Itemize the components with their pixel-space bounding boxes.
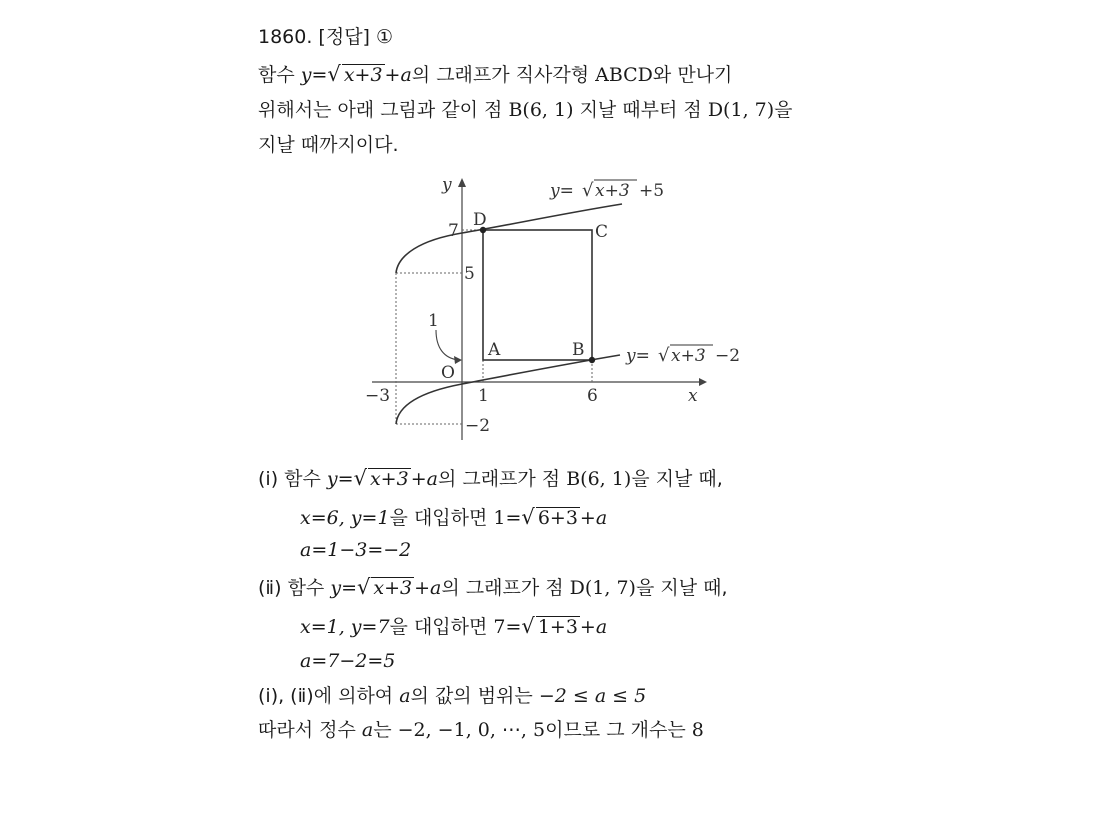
- case1-func-rad: x+3: [369, 468, 409, 490]
- intro2-point-d: D(1, 7): [707, 99, 775, 121]
- shift-arrow: [436, 330, 458, 360]
- x-axis-arrow-icon: [699, 378, 707, 386]
- case2-label: (ⅱ): [258, 577, 282, 599]
- tick-6: 6: [587, 386, 598, 406]
- tick-1-annot: 1: [428, 311, 439, 331]
- range-var: a: [399, 685, 411, 707]
- final-var: a: [361, 719, 374, 741]
- case1-func-tail: +a: [410, 468, 438, 490]
- case1-func-y: y=: [326, 468, 354, 490]
- case1-label: (ⅰ): [258, 468, 279, 490]
- final-text-a: 따라서 정수: [258, 719, 356, 741]
- curve-lower-label-post: −2: [715, 346, 741, 366]
- case2-sub-tail: +a: [579, 616, 608, 638]
- case1-text-a: 함수: [284, 468, 321, 490]
- sqrt-icon: √: [357, 575, 371, 599]
- case1-sub-rad: 6+3: [537, 507, 578, 529]
- intro-line-1: [258, 62, 732, 87]
- case2-sub-mid: 을 대입하면: [389, 616, 488, 638]
- intro2-text-a: 위해서는 아래 그림과 같이 점: [258, 99, 503, 121]
- label-d: D: [473, 210, 487, 230]
- problem-header: 1860. [정답] ①: [258, 26, 394, 48]
- x-axis-label: x: [688, 386, 698, 406]
- curve-lower-label-rad: x+3: [671, 346, 706, 366]
- case1-text-c: 을 지날 때,: [631, 468, 723, 490]
- intro1-func-rad: x+3: [343, 64, 383, 86]
- final-text-b: 는: [373, 719, 392, 741]
- sqrt-icon: √: [521, 505, 535, 529]
- case1-sub-pre: x=6, y=1: [300, 507, 390, 529]
- intro-line-3: 지날 때까지이다.: [258, 134, 399, 156]
- intro1-func-tail: +a: [384, 64, 412, 86]
- case1-sub-mid: 을 대입하면: [389, 507, 488, 529]
- case2-result: a=7−2=5: [300, 650, 396, 672]
- curve-upper: [396, 204, 622, 273]
- intro-line-2: [258, 98, 793, 122]
- case2-func-y: y=: [330, 577, 357, 599]
- point-b-dot: [589, 357, 595, 363]
- range-text-a: (ⅰ), (ⅱ)에 의하여: [258, 685, 394, 707]
- case2-line: [258, 575, 728, 600]
- case2-sub-lhs: 7=: [493, 616, 522, 638]
- case2-sub-pre: x=1, y=7: [300, 616, 390, 638]
- case2-text-b: 의 그래프가 점: [441, 577, 564, 599]
- case1-point: B(6, 1): [566, 468, 632, 490]
- y-axis-label: y: [442, 175, 452, 195]
- case1-line: [258, 466, 723, 491]
- intro1-text-c: 와 만나기: [652, 64, 733, 86]
- case2-sub-rad: 1+3: [537, 616, 578, 638]
- range-text-b: 의 값의 범위는: [410, 685, 533, 707]
- sqrt-icon: √: [521, 614, 535, 638]
- case2-point: D(1, 7): [569, 577, 636, 599]
- intro2-text-c: 지날 때부터 점: [579, 99, 702, 121]
- case2-func-tail: +a: [414, 577, 442, 599]
- final-text-d: 이므로 그 개수는: [545, 719, 686, 741]
- final-line: [258, 718, 704, 742]
- origin-label: O: [441, 363, 455, 383]
- intro1-text-a: 함수: [258, 64, 295, 86]
- intro2-point-b: B(6, 1): [508, 99, 574, 121]
- tick-neg3: −3: [365, 386, 391, 406]
- intro1-text-b: 의 그래프가 직사각형: [411, 64, 590, 86]
- tick-7: 7: [448, 221, 459, 241]
- intro1-func-y: y=: [300, 64, 328, 86]
- tick-neg2: −2: [465, 416, 491, 436]
- final-count: 8: [691, 719, 704, 741]
- label-b: B: [572, 340, 585, 360]
- case2-func-rad: x+3: [373, 577, 413, 599]
- curve-upper-label-post: +5: [639, 181, 665, 201]
- curve-upper-sqrt-icon: √: [582, 180, 594, 201]
- curve-upper-label-rad: x+3: [595, 181, 630, 201]
- case1-text-b: 의 그래프가 점: [437, 468, 561, 490]
- graph-figure: [355, 170, 755, 450]
- sqrt-icon: √: [327, 62, 341, 86]
- sqrt-icon: √: [353, 466, 367, 490]
- case2-text-a: 함수: [287, 577, 325, 599]
- case2-sub-line: [300, 614, 607, 639]
- label-c: C: [595, 222, 609, 242]
- case1-sub-tail: +a: [579, 507, 608, 529]
- intro1-abcd: ABCD: [595, 64, 653, 86]
- y-axis-arrow-icon: [458, 178, 466, 187]
- case2-text-c: 을 지날 때,: [635, 577, 728, 599]
- curve-upper-label-pre: y=: [550, 181, 574, 201]
- intro2-text-e: 을: [774, 99, 793, 121]
- tick-1: 1: [478, 386, 489, 406]
- case1-result: a=1−3=−2: [300, 539, 412, 561]
- curve-lower-sqrt-icon: √: [658, 345, 670, 366]
- case1-sub-line: [300, 505, 607, 530]
- tick-5: 5: [464, 264, 475, 284]
- shift-arrow-head-icon: [454, 356, 462, 364]
- case1-sub-lhs: 1=: [493, 507, 522, 529]
- final-list: −2, −1, 0, ⋯, 5: [397, 719, 546, 741]
- range-value: −2 ≤ a ≤ 5: [538, 685, 647, 707]
- label-a: A: [488, 340, 501, 360]
- curve-lower-label-pre: y=: [626, 346, 650, 366]
- range-line: [258, 684, 646, 708]
